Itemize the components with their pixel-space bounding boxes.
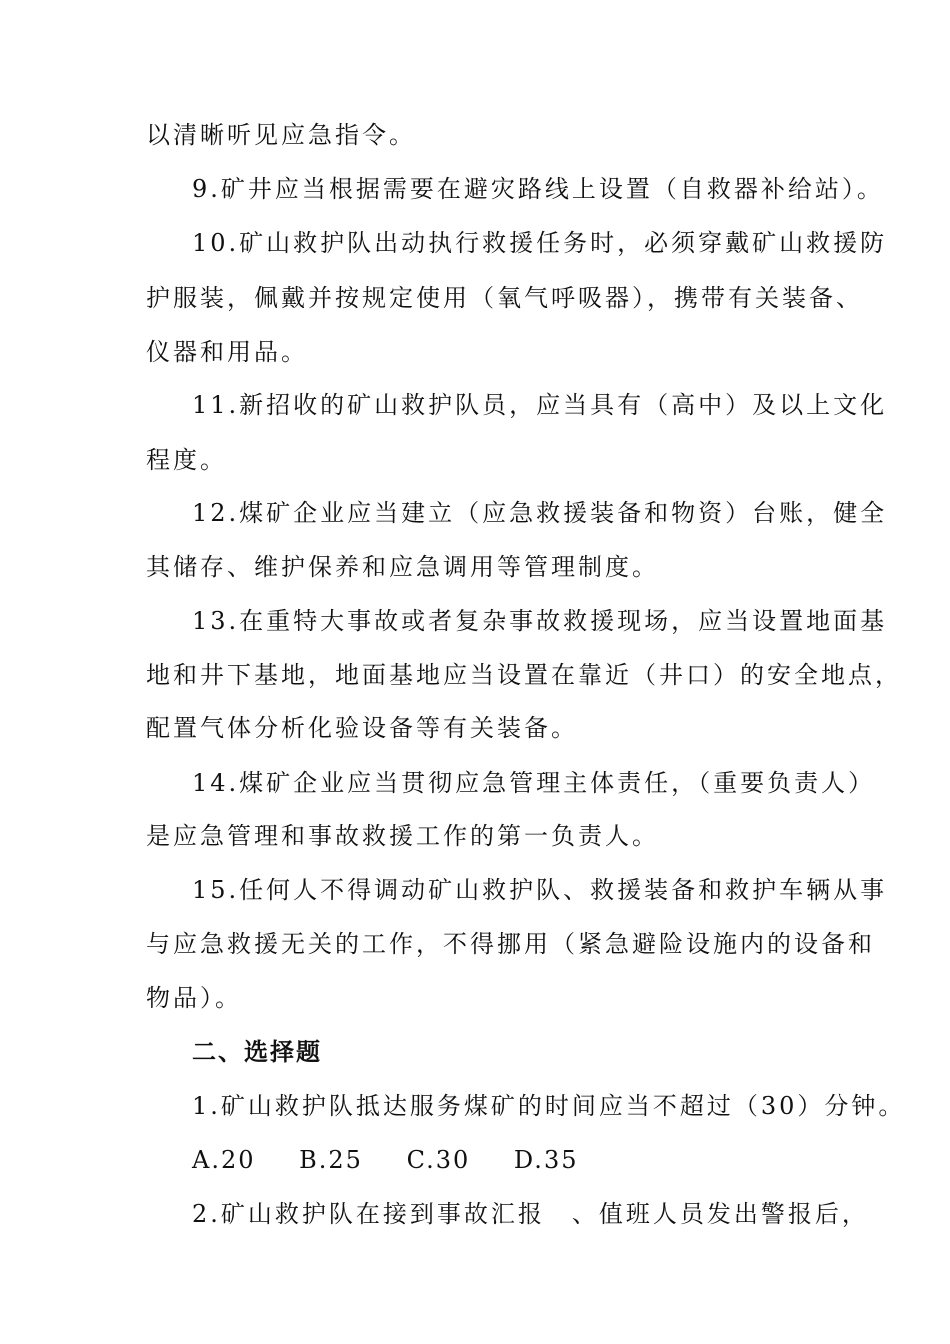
option-d: D.35 bbox=[513, 1146, 579, 1174]
text-line: 程度。 bbox=[146, 446, 227, 474]
text-line: 护服装，佩戴并按规定使用（氧气呼吸器），携带有关装备、 bbox=[146, 284, 863, 312]
text-line: 13.在重特大事故或者复杂事故救援现场，应当设置地面基 bbox=[192, 607, 888, 635]
answer-options bbox=[192, 1145, 612, 1175]
text-line: 14.煤矿企业应当贯彻应急管理主体责任，（重要负责人） bbox=[192, 769, 876, 797]
question-text: 1.矿山救护队抵达服务煤矿的时间应当不超过（30）分钟。 bbox=[192, 1092, 906, 1120]
text-line: 15.任何人不得调动矿山救护队、救援装备和救护车辆从事 bbox=[192, 876, 888, 904]
text-line: 与应急救援无关的工作，不得挪用（紧急避险设施内的设备和 bbox=[146, 930, 875, 958]
text-line: 配置气体分析化验设备等有关装备。 bbox=[146, 714, 578, 742]
option-c: C.30 bbox=[406, 1146, 471, 1174]
text-line: 以清晰听见应急指令。 bbox=[146, 121, 416, 149]
text-line: 其储存、维护保养和应急调用等管理制度。 bbox=[146, 553, 659, 581]
text-line: 地和井下基地，地面基地应当设置在靠近（井口）的安全地点， bbox=[146, 661, 902, 689]
text-line: 9.矿井应当根据需要在避灾路线上设置（自救器补给站）。 bbox=[192, 175, 884, 203]
option-a: A.20 bbox=[192, 1146, 256, 1174]
text-line: 物品）。 bbox=[146, 984, 242, 1012]
text-line: 10.矿山救护队出动执行救援任务时，必须穿戴矿山救援防 bbox=[192, 229, 888, 257]
text-line: 12.煤矿企业应当建立（应急救援装备和物资）台账，健全 bbox=[192, 499, 888, 527]
text-line: 是应急管理和事故救援工作的第一负责人。 bbox=[146, 822, 659, 850]
text-line: 11.新招收的矿山救护队员，应当具有（高中）及以上文化 bbox=[192, 391, 888, 419]
question-text: 2.矿山救护队在接到事故汇报 、值班人员发出警报后， bbox=[192, 1200, 869, 1228]
option-b: B.25 bbox=[299, 1146, 363, 1174]
section-heading: 二、选择题 bbox=[192, 1038, 322, 1066]
text-line: 仪器和用品。 bbox=[146, 338, 308, 366]
